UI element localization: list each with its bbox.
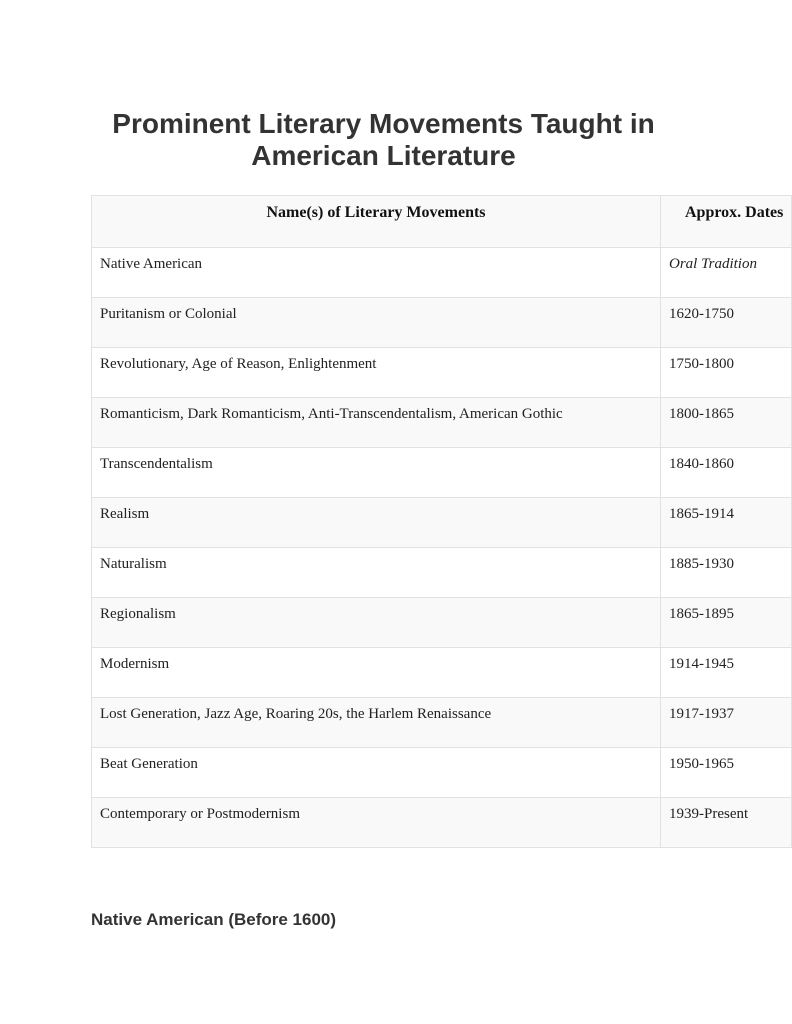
movement-dates: 1865-1895 bbox=[661, 598, 792, 648]
movement-name: Regionalism bbox=[92, 598, 661, 648]
movement-name: Native American bbox=[92, 248, 661, 298]
table-row bbox=[92, 298, 792, 348]
movement-name: Transcendentalism bbox=[92, 448, 661, 498]
movements-table bbox=[91, 195, 792, 848]
movement-name: Lost Generation, Jazz Age, Roaring 20s, the Harlem Renaissance bbox=[92, 698, 661, 748]
table-row bbox=[92, 348, 792, 398]
table-row bbox=[92, 398, 792, 448]
movement-dates: 1917-1937 bbox=[661, 698, 792, 748]
table-row bbox=[92, 548, 792, 598]
movement-dates: 1914-1945 bbox=[661, 648, 792, 698]
table-row bbox=[92, 748, 792, 798]
movements-table-container bbox=[91, 195, 791, 848]
movement-dates: Oral Tradition bbox=[661, 248, 792, 298]
table-row bbox=[92, 598, 792, 648]
movement-name: Puritanism or Colonial bbox=[92, 298, 661, 348]
movement-name: Realism bbox=[92, 498, 661, 548]
movement-name: Contemporary or Postmodernism bbox=[92, 798, 661, 848]
table-row bbox=[92, 648, 792, 698]
movement-dates: 1750-1800 bbox=[661, 348, 792, 398]
table-row bbox=[92, 698, 792, 748]
movement-name: Revolutionary, Age of Reason, Enlightenment bbox=[92, 348, 661, 398]
page-title: Prominent Literary Movements Taught in American Literature bbox=[112, 108, 655, 171]
table-row bbox=[92, 498, 792, 548]
table-row bbox=[92, 248, 792, 298]
header-movement-names: Name(s) of Literary Movements bbox=[92, 196, 661, 248]
movement-dates: 1950-1965 bbox=[661, 748, 792, 798]
movement-name: Beat Generation bbox=[92, 748, 661, 798]
movement-name: Naturalism bbox=[92, 548, 661, 598]
movement-dates: 1939-Present bbox=[661, 798, 792, 848]
table-header-row bbox=[92, 196, 792, 248]
movement-name: Modernism bbox=[92, 648, 661, 698]
movement-dates: 1840-1860 bbox=[661, 448, 792, 498]
movement-name: Romanticism, Dark Romanticism, Anti-Transcendentalism, American Gothic bbox=[92, 398, 661, 448]
header-approx-dates: Approx. Dates bbox=[661, 196, 792, 248]
movement-dates: 1865-1914 bbox=[661, 498, 792, 548]
movement-dates: 1800-1865 bbox=[661, 398, 792, 448]
table-row bbox=[92, 448, 792, 498]
table-row bbox=[92, 798, 792, 848]
movement-dates: 1620-1750 bbox=[661, 298, 792, 348]
section-heading-native-american: Native American (Before 1600) bbox=[91, 910, 337, 929]
movement-dates: 1885-1930 bbox=[661, 548, 792, 598]
